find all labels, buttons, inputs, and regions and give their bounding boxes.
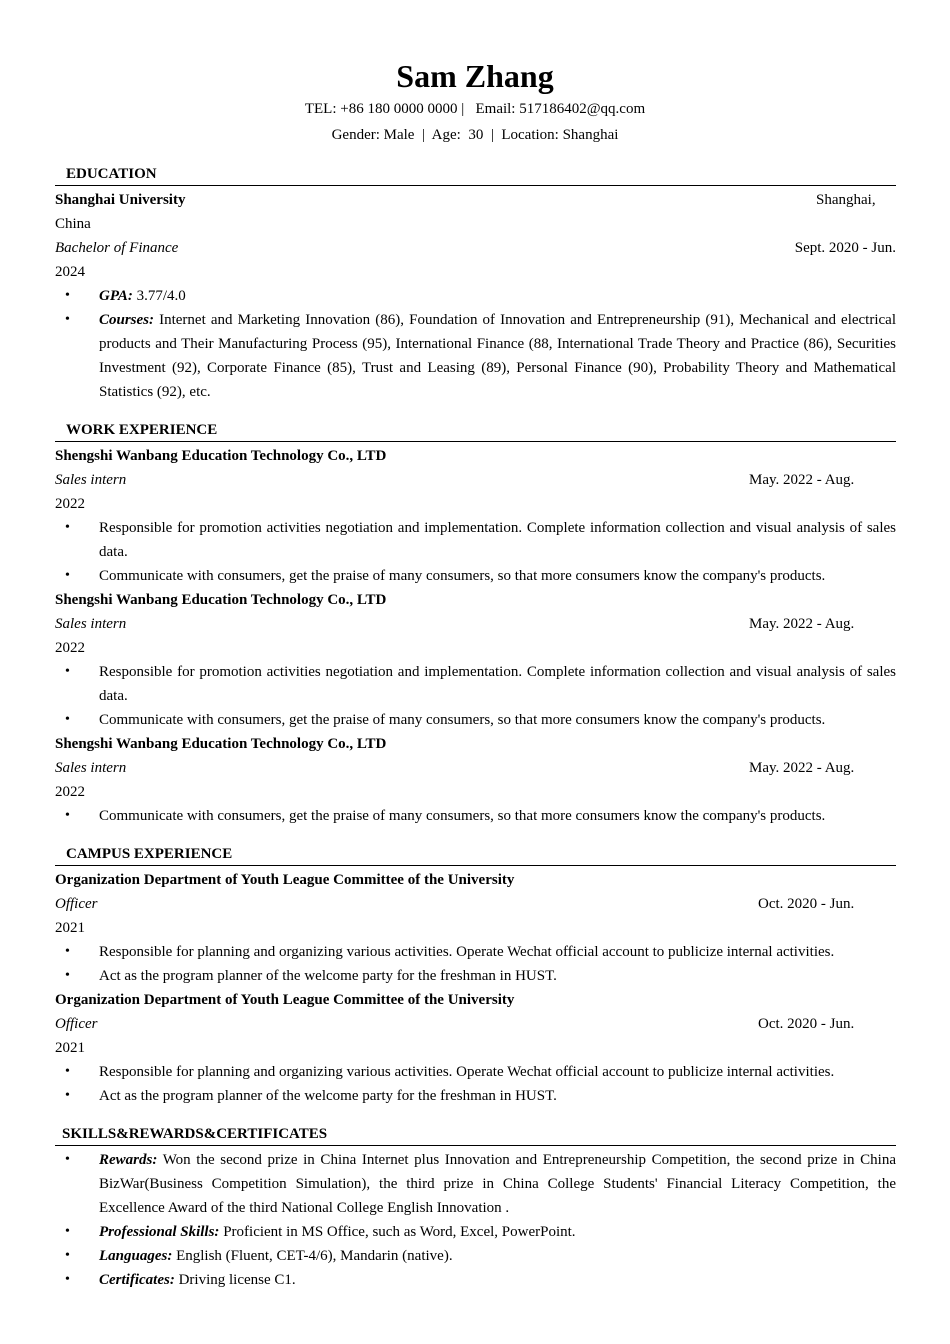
work-entry: [55, 732, 896, 828]
personal-info-line: [0, 124, 950, 146]
degree: Bachelor of Finance: [55, 240, 179, 256]
company-name: Shengshi Wanbang Education Technology Co., LTD: [55, 448, 387, 464]
campus-role: Officer: [55, 1016, 98, 1032]
section-title: EDUCATION: [55, 164, 896, 186]
school-location-wrap: [55, 212, 896, 236]
age-text: Age: 30: [431, 127, 484, 143]
job-dates: May. 2022 - Aug.: [749, 472, 855, 488]
degree-row: [55, 236, 896, 260]
school-row: [55, 188, 896, 212]
list-item: • Responsible for promotion activities negotiation and implementation. Complete information collection and visual analysis of sales data.: [65, 520, 896, 560]
campus-dates-cont: 2021: [55, 1040, 85, 1056]
contact-line: [0, 98, 950, 120]
company-name: Shengshi Wanbang Education Technology Co., LTD: [55, 592, 387, 608]
job-dates-cont: 2022: [55, 496, 85, 512]
job-dates-cont: 2022: [55, 640, 85, 656]
campus-entry: [55, 868, 896, 988]
list-item: • Languages: English (Fluent, CET-4/6), Mandarin (native).: [65, 1248, 453, 1264]
campus-entry: [55, 988, 896, 1108]
section-title: SKILLS&REWARDS&CERTIFICATES: [55, 1124, 896, 1146]
work-entry: [55, 444, 896, 588]
list-item: • Responsible for planning and organizing various activities. Operate Wechat official account to publicize internal activities.: [65, 1064, 835, 1080]
education-dates-cont: 2024: [55, 264, 85, 280]
campus-dates: Oct. 2020 - Jun.: [758, 896, 855, 912]
skills-list: [55, 1148, 896, 1292]
list-item: • Courses: Internet and Marketing Innovation (86), Foundation of Innovation and Entrepreneurship (91), Mechanical and electrical products and Their Manufacturing Process (95), International Finance (88, International Trade Theory and Practice (86), Securities Investment (92), Corporate Finance (85), Trust and Leasing (89), Personal Finance (90), Probability Theory and Mathematical Statistics (92), etc.: [65, 312, 896, 400]
school-location: Shanghai,: [816, 192, 876, 208]
list-item: • Act as the program planner of the welcome party for the freshman in HUST.: [65, 1088, 557, 1104]
education-dates: Sept. 2020 - Jun.: [794, 240, 896, 256]
campus-dates-cont: 2021: [55, 920, 85, 936]
job-role: Sales intern: [55, 616, 127, 632]
organization-name: Organization Department of Youth League Committee of the University: [55, 872, 515, 888]
job-role: Sales intern: [55, 472, 127, 488]
campus-section: [55, 844, 896, 1108]
school-name: Shanghai University: [55, 192, 186, 208]
phone-text: TEL: +86 180 0000 0000 |: [304, 101, 465, 117]
section-title: WORK EXPERIENCE: [55, 420, 896, 442]
list-item: • Responsible for promotion activities negotiation and implementation. Complete information collection and visual analysis of sales data.: [65, 664, 896, 704]
separator: |: [421, 127, 425, 143]
list-item: • Act as the program planner of the welcome party for the freshman in HUST.: [65, 968, 557, 984]
job-role: Sales intern: [55, 760, 127, 776]
email-text: Email: 517186402@qq.com: [475, 101, 646, 117]
skills-section: [55, 1124, 896, 1292]
work-entry: [55, 588, 896, 732]
list-item: • Communicate with consumers, get the praise of many consumers, so that more consumers know the company's products.: [65, 568, 826, 584]
section-title: CAMPUS EXPERIENCE: [55, 844, 896, 866]
list-item: • GPA: 3.77/4.0: [65, 288, 186, 304]
list-item: • Professional Skills: Proficient in MS Office, such as Word, Excel, PowerPoint.: [65, 1224, 576, 1240]
education-section: [55, 164, 896, 404]
campus-role: Officer: [55, 896, 98, 912]
work-section: [55, 420, 896, 828]
company-name: Shengshi Wanbang Education Technology Co., LTD: [55, 736, 387, 752]
list-item: • Communicate with consumers, get the praise of many consumers, so that more consumers know the company's products.: [65, 712, 826, 728]
gender-text: Gender: Male: [331, 127, 415, 143]
school-location-cont: China: [55, 216, 91, 232]
candidate-name: Sam Zhang: [396, 58, 554, 94]
job-dates: May. 2022 - Aug.: [749, 616, 855, 632]
education-bullets: [55, 284, 896, 404]
location-text: Location: Shanghai: [501, 127, 619, 143]
degree-date-wrap: [55, 260, 896, 284]
separator: |: [490, 127, 494, 143]
job-dates: May. 2022 - Aug.: [749, 760, 855, 776]
campus-dates: Oct. 2020 - Jun.: [758, 1016, 855, 1032]
list-item: • Rewards: Won the second prize in China Internet plus Innovation and Entrepreneurship Competition, the second prize in China BizWar(Business Competition Simulation), the third prize in China College Students' Financial Literacy Competition, the Excellence Award of the third National College English Innovation .: [65, 1152, 896, 1216]
organization-name: Organization Department of Youth League Committee of the University: [55, 992, 515, 1008]
list-item: • Responsible for planning and organizing various activities. Operate Wechat official account to publicize internal activities.: [65, 944, 835, 960]
list-item: • Certificates: Driving license C1.: [65, 1272, 296, 1288]
list-item: • Communicate with consumers, get the praise of many consumers, so that more consumers know the company's products.: [65, 808, 826, 824]
job-dates-cont: 2022: [55, 784, 85, 800]
